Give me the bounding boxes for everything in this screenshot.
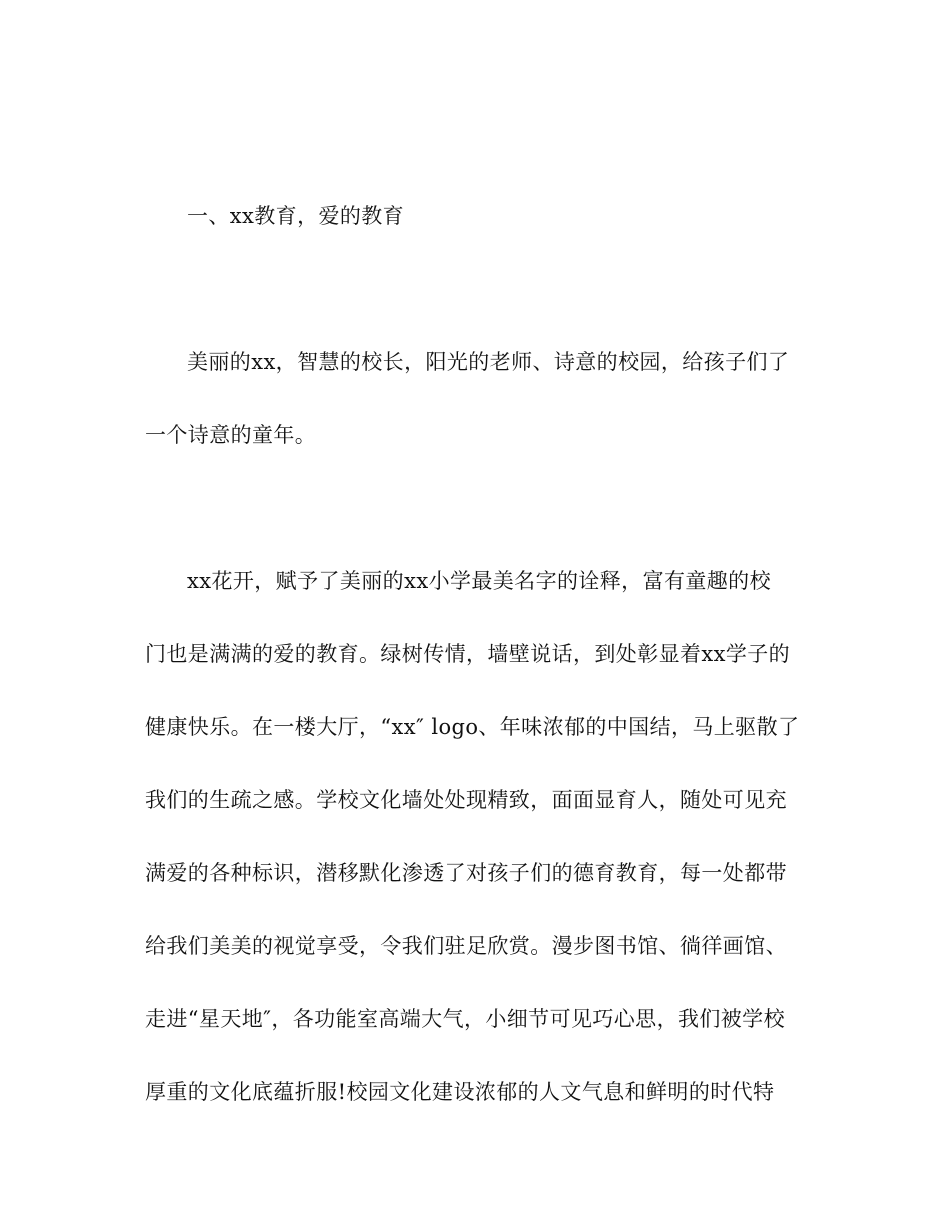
paragraph-2-line-5: 满爱的各种标识，潜移默化渗透了对孩子们的德育教育，每一处都带	[145, 861, 787, 885]
paragraph-2-line-7: 走进“星天地″，各功能室高端大气，小细节可见巧心思，我们被学校	[145, 1007, 785, 1031]
paragraph-2-line-2: 门也是满满的爱的教育。绿树传情，墙壁说话，到处彰显着xx学子的	[145, 642, 791, 666]
section-heading: 一、xx教育，爱的教育	[187, 204, 405, 228]
paragraph-1-line-1: 美丽的xx，智慧的校长，阳光的老师、诗意的校园，给孩子们了	[187, 350, 790, 374]
paragraph-1-line-2: 一个诗意的童年。	[145, 423, 317, 447]
paragraph-2-line-8: 厚重的文化底蕴折服!校园文化建设浓郁的人文气息和鲜明的时代特	[145, 1080, 775, 1104]
paragraph-2-line-6: 给我们美美的视觉享受，令我们驻足欣赏。漫步图书馆、徜徉画馆、	[145, 934, 787, 958]
paragraph-2-line-1: xx花开，赋予了美丽的xx小学最美名字的诠释，富有童趣的校	[187, 569, 771, 593]
paragraph-2-line-3: 健康快乐。在一楼大厅，“xx″ logo、年味浓郁的中国结，马上驱散了	[145, 715, 800, 739]
paragraph-2-line-4: 我们的生疏之感。学校文化墙处处现精致，面面显育人，随处可见充	[145, 788, 787, 812]
